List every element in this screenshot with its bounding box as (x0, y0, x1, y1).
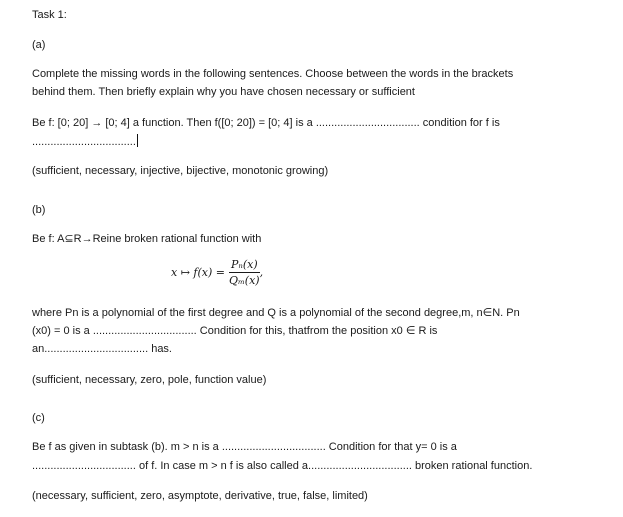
subtask-a-instruction-line-1: Complete the missing words in the following sentences. Choose between the words in the brackets (32, 68, 514, 80)
formula-fraction (229, 258, 260, 287)
subtask-b-options: (sufficient, necessary, zero, pole, function value) (32, 374, 267, 386)
formula-denominator: Qₘ(x) (229, 274, 260, 287)
subtask-b-line-3: an.................................. has. (32, 343, 172, 355)
subtask-c-line-2: .................................. of f. In case m > n f is also called a.................................. broken rational function. (32, 460, 533, 472)
formula-lhs: x ↦ f(x) = (171, 266, 225, 279)
subtask-a-options: (sufficient, necessary, injective, bijective, monotonic growing) (32, 165, 329, 177)
subtask-c-options: (necessary, sufficient, zero, asymptote, derivative, true, false, limited) (32, 490, 368, 502)
subtask-a-sentence-line-1: Be f: [0; 20] → [0; 4] a function. Then f([0; 20]) = [0; 4] is a .................................. condition for f is (32, 117, 500, 129)
subtask-a-sentence-line-2 (32, 134, 138, 149)
task-title: Task 1: (32, 9, 67, 21)
subtask-b-line-1: where Pn is a polynomial of the first degree and Q is a polynomial of the second degree,m, n∈N. Pn (32, 307, 520, 319)
text-cursor (137, 134, 138, 147)
subtask-b-label: (b) (32, 204, 46, 216)
subtask-a-label: (a) (32, 39, 46, 51)
subtask-c-line-1: Be f as given in subtask (b). m > n is a .................................. Condition for that y= 0 is a (32, 441, 457, 453)
formula-numerator: Pₙ(x) (231, 258, 258, 271)
subtask-a-instruction-line-2: behind them. Then briefly explain why you have chosen necessary or sufficient (32, 86, 415, 98)
subtask-b-line-2: (x0) = 0 is a .................................. Condition for this, thatfrom the position x0 ∈ R is (32, 325, 438, 337)
formula-comma: , (259, 266, 264, 279)
subtask-b-intro: Be f: A⊆R→Reine broken rational function with (32, 233, 262, 245)
rational-function-formula (171, 258, 263, 287)
subtask-a-blank[interactable]: .................................. (32, 136, 136, 148)
subtask-c-label: (c) (32, 412, 45, 424)
